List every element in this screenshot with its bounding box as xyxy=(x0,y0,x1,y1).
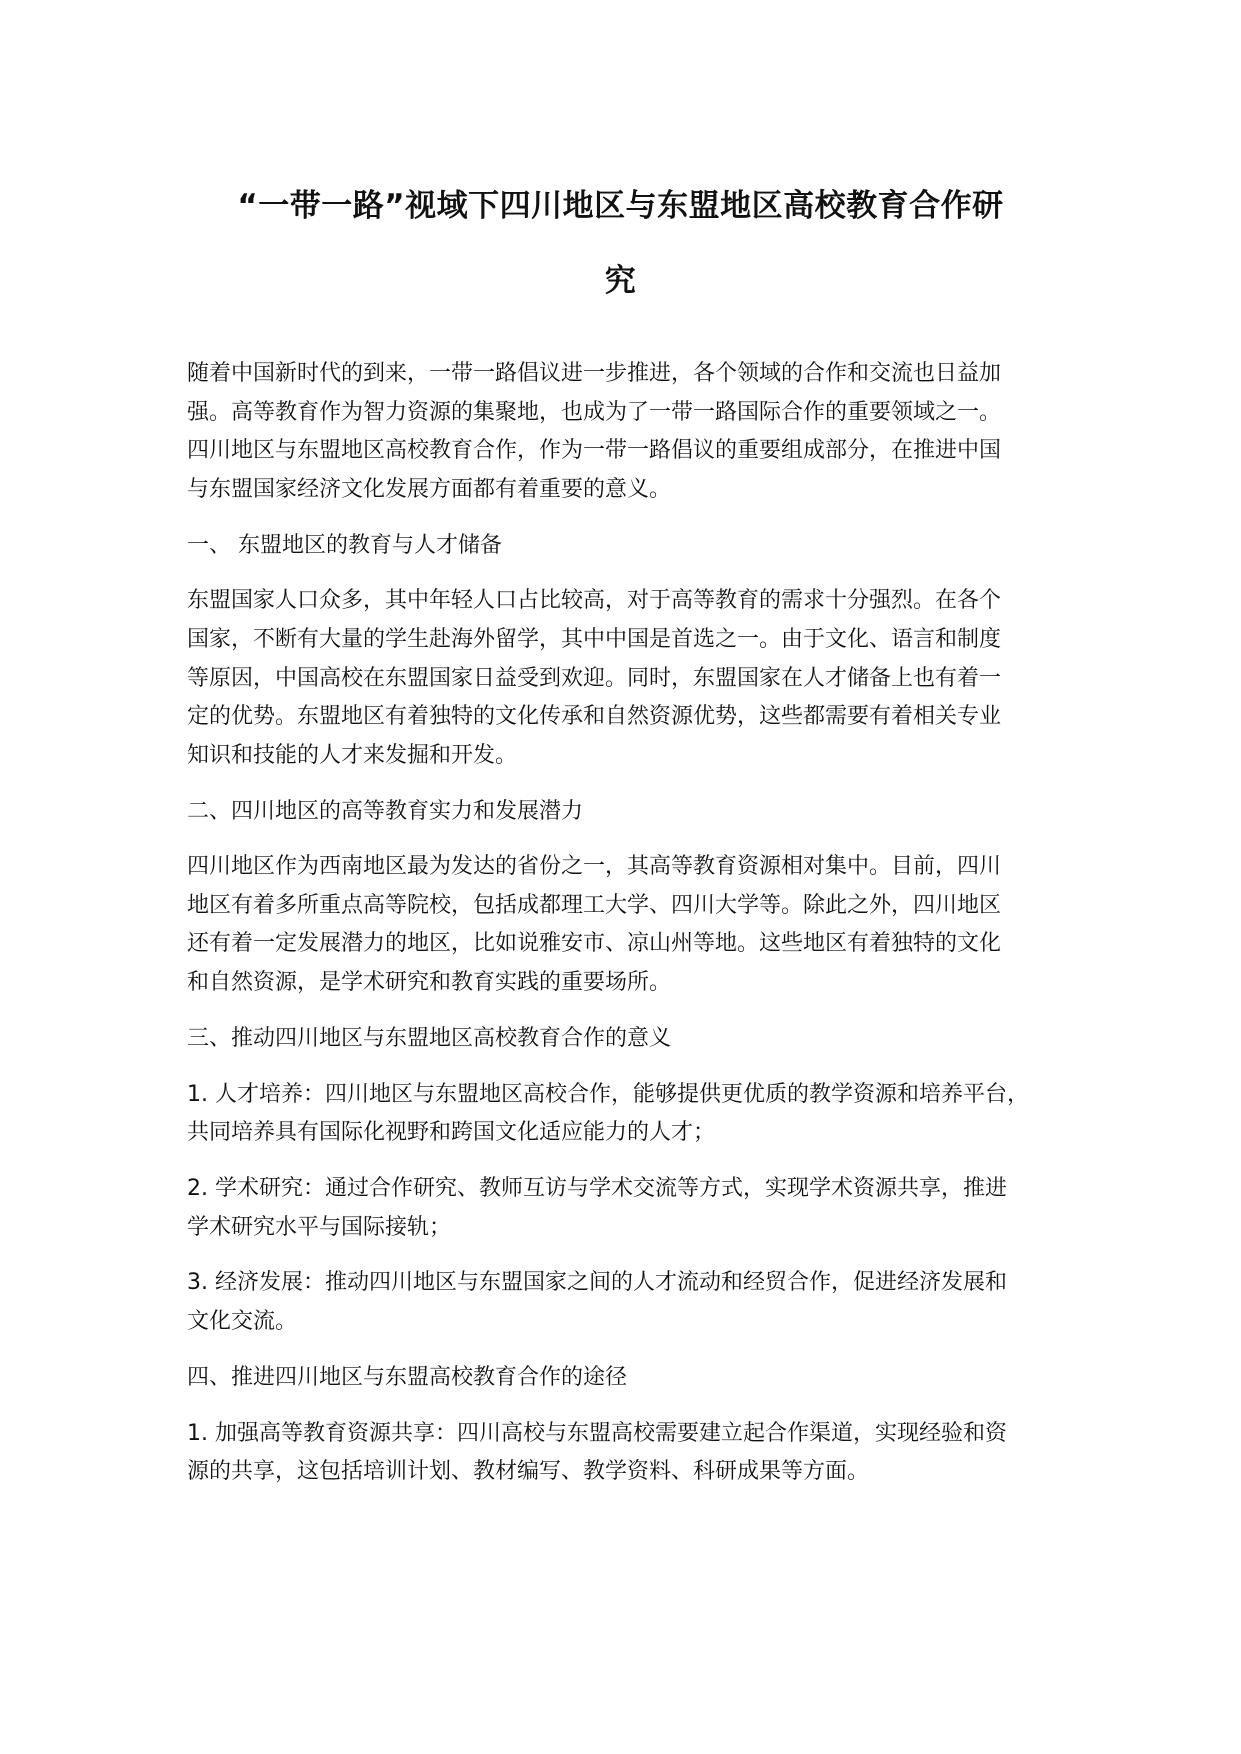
text-line: 四川地区作为西南地区最为发达的省份之一，其高等教育资源相对集中。目前，四川 xyxy=(187,854,1002,880)
heading-text: 一、 东盟地区的教育与人才储备 xyxy=(187,532,502,558)
section-heading xyxy=(187,1359,1087,1398)
paragraph xyxy=(187,582,1087,775)
text-line: 定的优势。东盟地区有着独特的文化传承和自然资源优势，这些都需要有着相关专业 xyxy=(187,704,1002,730)
text-line: 地区有着多所重点高等院校，包括成都理工大学、四川大学等。除此之外，四川地区 xyxy=(187,892,1002,918)
text-line: 国家，不断有大量的学生赴海外留学，其中中国是首选之一。由于文化、语言和制度 xyxy=(187,626,1002,652)
text-line: 1. 加强高等教育资源共享：四川高校与东盟高校需要建立起合作渠道，实现经验和资 xyxy=(187,1420,1007,1446)
text-line: 还有着一定发展潜力的地区，比如说雅安市、凉山州等地。这些地区有着独特的文化 xyxy=(187,931,1002,957)
text-line: 共同培养具有国际化视野和跨国文化适应能力的人才； xyxy=(187,1120,716,1146)
text-line: 知识和技能的人才来发掘和开发。 xyxy=(187,742,518,768)
text-line: 等原因，中国高校在东盟国家日益受到欢迎。同时，东盟国家在人才储备上也有着一 xyxy=(187,665,1002,691)
text-line: 与东盟国家经济文化发展方面都有着重要的意义。 xyxy=(187,476,672,502)
text-line: 东盟国家人口众多，其中年轻人口占比较高，对于高等教育的需求十分强烈。在各个 xyxy=(187,588,1002,614)
heading-text: 二、四川地区的高等教育实力和发展潜力 xyxy=(187,798,584,824)
list-item xyxy=(187,1170,1087,1247)
paragraph xyxy=(187,355,1087,509)
text-line: 文化交流。 xyxy=(187,1308,298,1334)
section-heading xyxy=(187,527,1087,566)
heading-text: 四、推进四川地区与东盟高校教育合作的途径 xyxy=(187,1364,628,1390)
heading-text: 三、推动四川地区与东盟地区高校教育合作的意义 xyxy=(187,1025,672,1051)
section-heading xyxy=(187,1020,1087,1059)
text-line: 和自然资源，是学术研究和教育实践的重要场所。 xyxy=(187,970,672,996)
text-line: 随着中国新时代的到来，一带一路倡议进一步推进，各个领域的合作和交流也日益加 xyxy=(187,361,1002,386)
document-body xyxy=(187,355,1087,1509)
text-line: 学术研究水平与国际接轨； xyxy=(187,1214,452,1240)
paragraph xyxy=(187,848,1087,1002)
text-line: 四川地区与东盟地区高校教育合作，作为一带一路倡议的重要组成部分，在推进中国 xyxy=(187,438,1002,464)
list-item xyxy=(187,1264,1087,1341)
list-item xyxy=(187,1076,1087,1153)
document-title-line: 究 xyxy=(604,263,637,299)
section-heading xyxy=(187,793,1087,832)
text-line: 1. 人才培养：四川地区与东盟地区高校合作，能够提供更优质的教学资源和培养平台， xyxy=(187,1081,1029,1107)
text-line: 源的共享，这包括培训计划、教材编写、教学资料、科研成果等方面。 xyxy=(187,1459,870,1485)
text-line: 2. 学术研究：通过合作研究、教师互访与学术交流等方式，实现学术资源共享，推进 xyxy=(187,1176,1007,1201)
list-item xyxy=(187,1415,1087,1492)
document-title-line: “一带一路”视域下四川地区与东盟地区高校教育合作研 xyxy=(237,188,1004,224)
text-line: 强。高等教育作为智力资源的集聚地，也成为了一带一路国际合作的重要领域之一。 xyxy=(187,399,1002,425)
text-line: 3. 经济发展：推动四川地区与东盟国家之间的人才流动和经贸合作，促进经济发展和 xyxy=(187,1270,1007,1296)
